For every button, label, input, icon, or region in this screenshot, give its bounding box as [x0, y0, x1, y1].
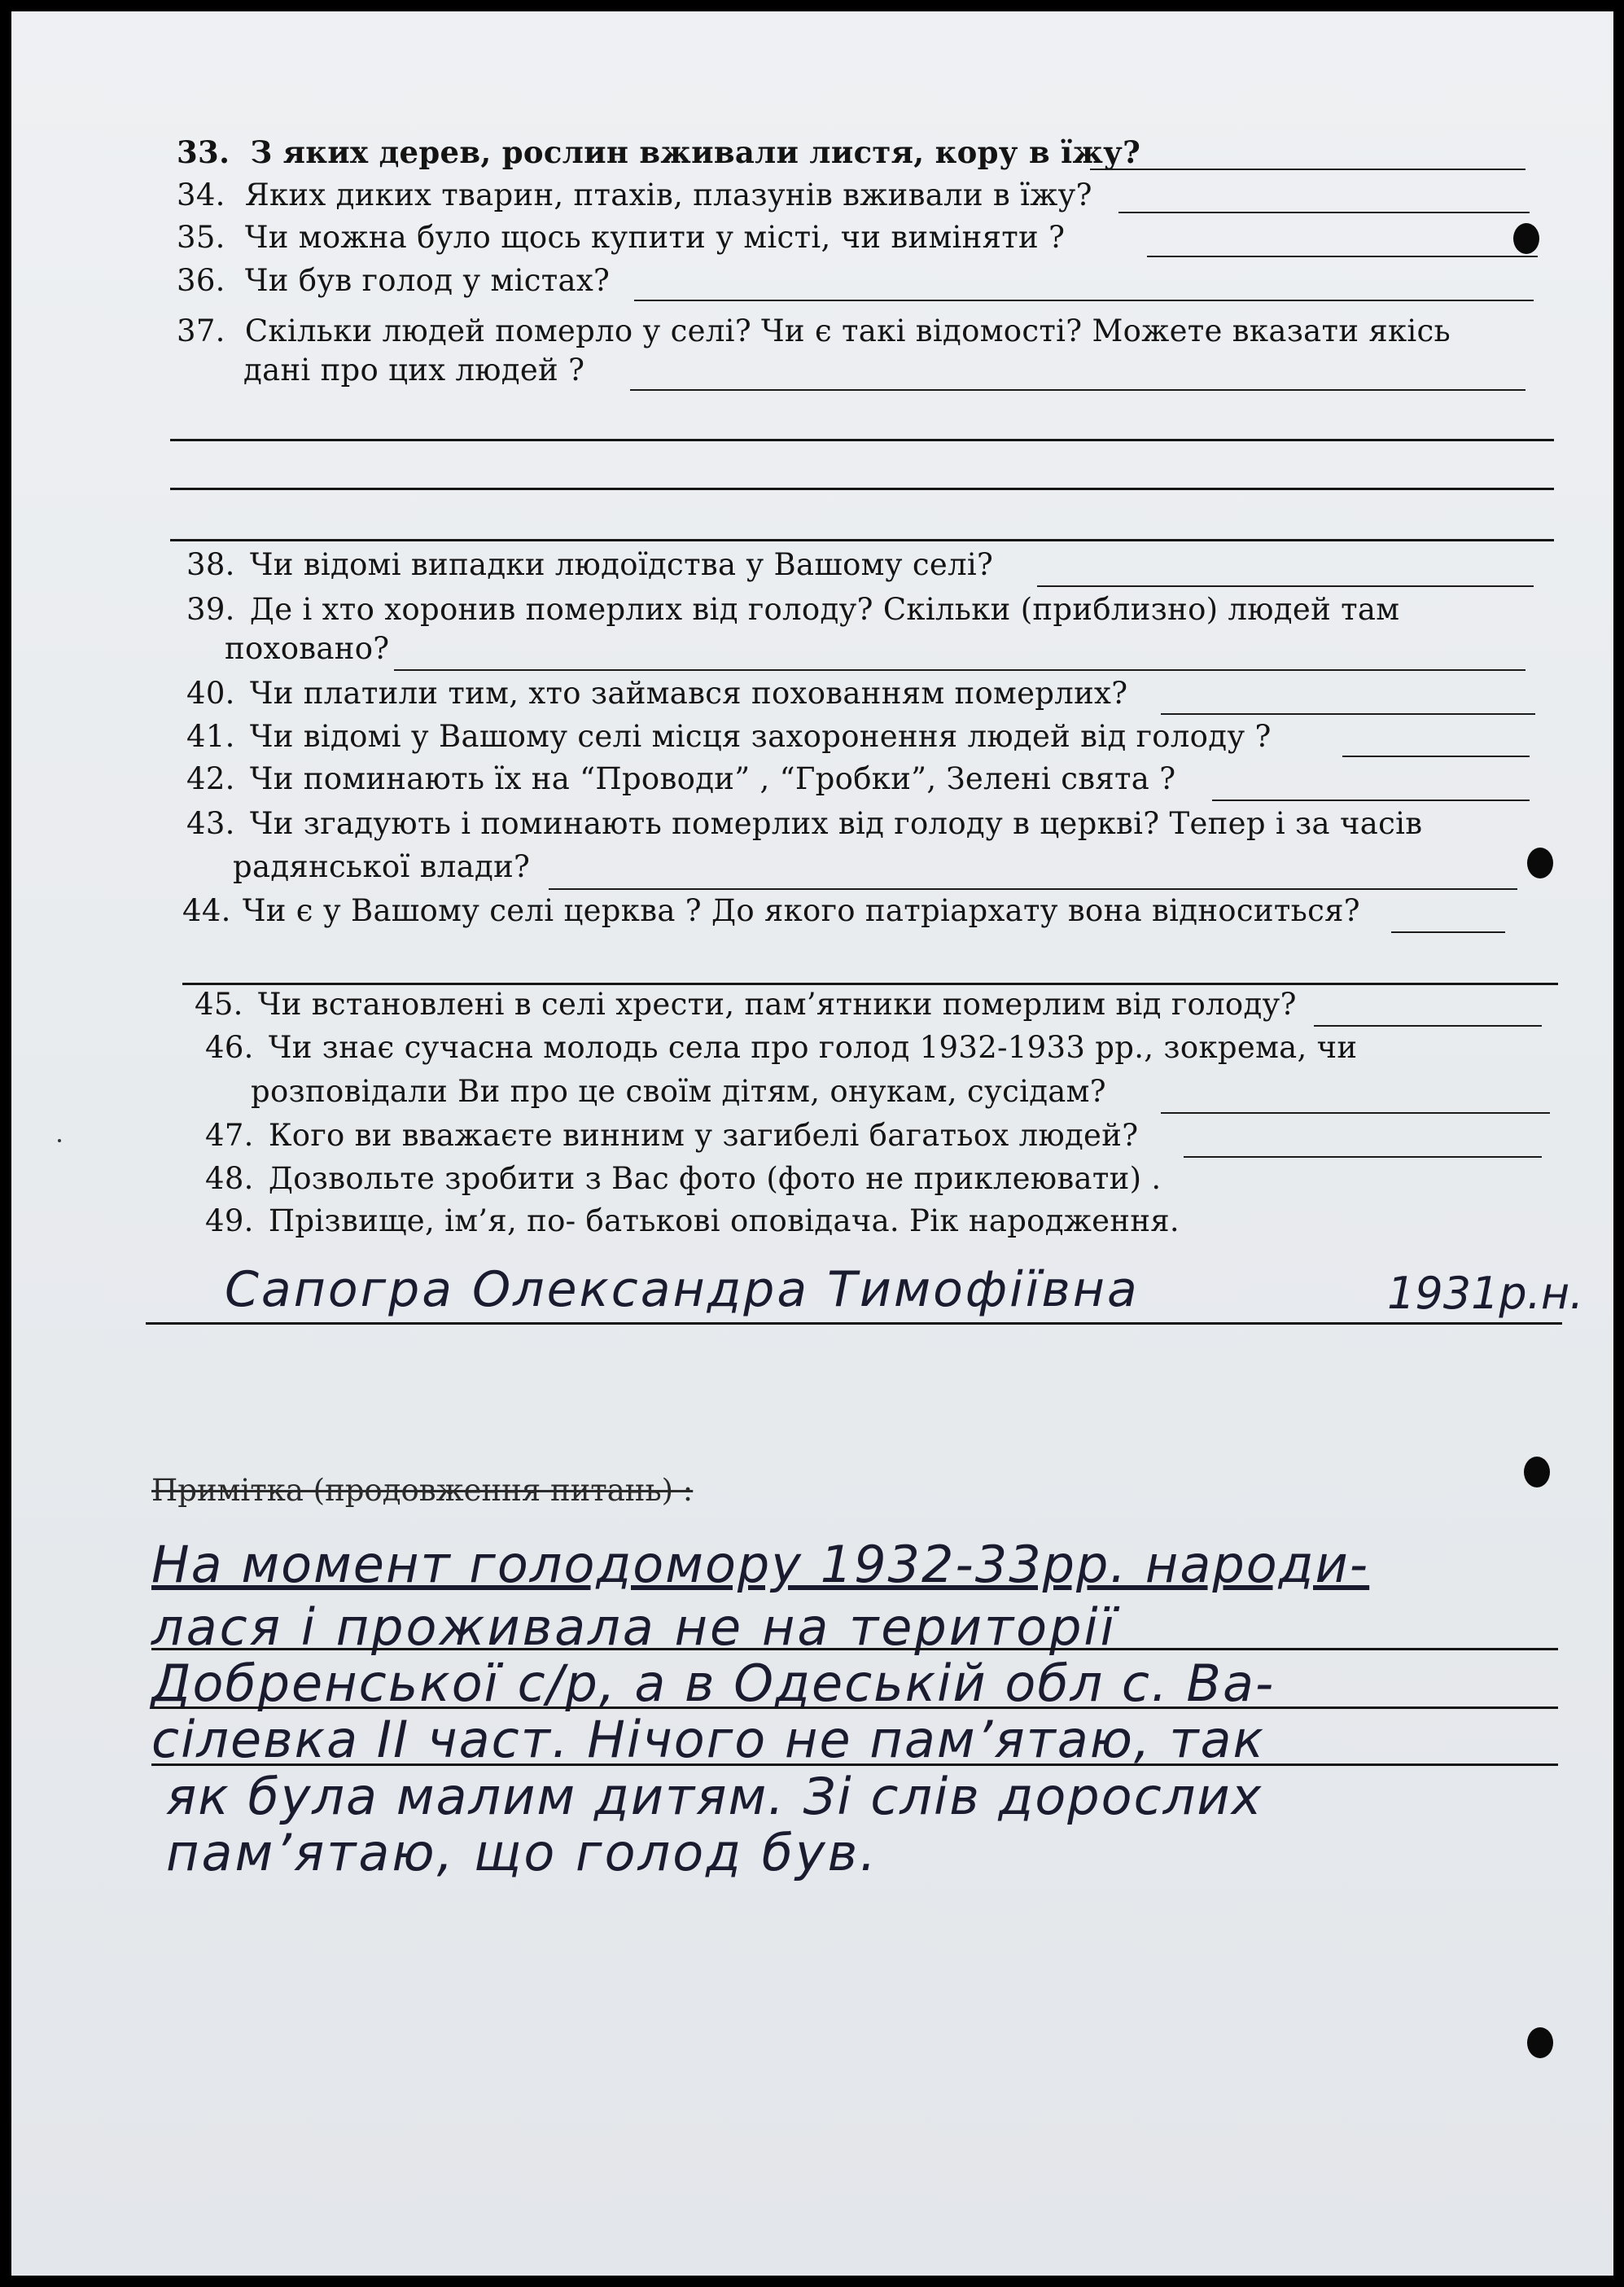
question-number: 40. — [186, 676, 235, 711]
answer-line-33[interactable] — [1090, 169, 1526, 170]
question-number: 43. — [186, 806, 235, 841]
question-35 — [177, 219, 1065, 256]
question-text: Прізвище, ім’я, по- батькові оповідача. Рік народження. — [268, 1203, 1180, 1238]
question-33 — [177, 134, 1140, 171]
question-text: Яких диких тварин, птахів, плазунів вживали в їжу? — [244, 177, 1092, 212]
question-49 — [205, 1203, 1180, 1240]
question-number: 46. — [205, 1030, 254, 1065]
question-text: Дозвольте зробити з Вас фото (фото не приклеювати) . — [268, 1161, 1162, 1196]
question-text: Чи можна було щось купити у місті, чи виміняти ? — [244, 220, 1066, 255]
question-number: 33. — [177, 134, 230, 170]
question-number: 39. — [186, 592, 235, 627]
note-line: Добренської с/р, а в Одеській обл с. Ва- — [151, 1654, 1276, 1713]
question-text: Кого ви вважаєте винним у загибелі багатьох людей? — [268, 1118, 1139, 1153]
question-text: Чи відомі випадки людоїдства у Вашому селі? — [249, 547, 994, 582]
question-text: Чи є у Вашому селі церква ? До якого патріархату вона відноситься? — [242, 893, 1360, 928]
question-46 — [205, 1029, 1357, 1067]
question-42 — [186, 760, 1175, 798]
note-rule — [151, 1648, 1558, 1650]
question-number: 35. — [177, 220, 225, 255]
note-line: пам’ятаю, що голод був. — [166, 1823, 878, 1882]
answer-49-year: 1931р.н. — [1387, 1268, 1584, 1319]
question-text: Чи знає сучасна молодь села про голод 1932-1933 рр., зокрема, чи — [268, 1030, 1358, 1065]
answer-line-37[interactable] — [630, 389, 1526, 391]
answer-line-36[interactable] — [634, 300, 1534, 301]
punch-hole — [1513, 223, 1539, 254]
question-text: Чи поминають їх на “Проводи” , “Гробки”, Зелені свята ? — [249, 761, 1176, 796]
answer-line-46[interactable] — [1161, 1112, 1550, 1114]
question-number: 45. — [195, 987, 243, 1022]
question-text: Чи був голод у містах? — [244, 263, 611, 298]
question-39 — [186, 591, 1399, 629]
note-line: як була малим дитям. Зі слів дорослих — [166, 1767, 1263, 1826]
question-text: Чи згадують і поминають померлих від голоду в церкві? Тепер і за часів — [249, 806, 1423, 841]
question-number: 34. — [177, 177, 225, 212]
question-text: Чи відомі у Вашому селі місця захоронення людей від голоду ? — [249, 719, 1272, 754]
question-number: 42. — [186, 761, 235, 796]
question-37 — [177, 313, 1451, 350]
answer-line-40[interactable] — [1161, 713, 1535, 715]
question-36 — [177, 262, 610, 300]
ink-dot — [58, 1139, 61, 1142]
answer-line-37-extra[interactable] — [170, 439, 1554, 441]
question-text: Скільки людей померло у селі? Чи є такі відомості? Можете вказати якісь — [244, 313, 1451, 348]
answer-line-41[interactable] — [1342, 756, 1530, 757]
question-46-continuation: розповідали Ви про це своїм дітям, онукам, сусідам? — [251, 1074, 1106, 1109]
answer-line-49[interactable] — [146, 1322, 1562, 1325]
note-line: сілевка ІІ част. Нічого не пам’ятаю, так — [151, 1710, 1265, 1769]
question-text: Чи платили тим, хто займався похованням померлих? — [249, 676, 1128, 711]
answer-49-name: Сапогра Олександра Тимофіївна — [225, 1261, 1140, 1318]
question-39-continuation: поховано? — [225, 631, 390, 666]
note-label: Примітка (продовження питань) : — [151, 1473, 694, 1508]
question-45 — [195, 986, 1297, 1023]
question-38 — [186, 546, 993, 584]
answer-line-38[interactable] — [1037, 585, 1534, 587]
question-number: 36. — [177, 263, 225, 298]
punch-hole — [1524, 1457, 1550, 1487]
answer-line-42[interactable] — [1212, 800, 1530, 801]
question-number: 44. — [182, 893, 231, 928]
question-number: 47. — [205, 1118, 254, 1153]
question-text: Де і хто хоронив померлих від голоду? Скільки (приблизно) людей там — [249, 592, 1400, 627]
question-number: 38. — [186, 547, 235, 582]
questionnaire-page — [11, 11, 1613, 2276]
question-41 — [186, 718, 1272, 756]
answer-line-34[interactable] — [1118, 212, 1530, 213]
question-43-continuation: радянської влади? — [233, 849, 531, 884]
question-37-continuation: дані про цих людей ? — [243, 353, 585, 388]
answer-line-44-extra[interactable] — [182, 983, 1558, 985]
question-text: З яких дерев, рослин вживали листя, кору в їжу? — [250, 134, 1141, 170]
answer-line-44[interactable] — [1391, 931, 1505, 933]
question-40 — [186, 675, 1127, 712]
question-number: 41. — [186, 719, 235, 754]
question-number: 49. — [205, 1203, 254, 1238]
answer-line-45[interactable] — [1314, 1025, 1542, 1027]
answer-line-37-extra[interactable] — [170, 539, 1554, 541]
question-text: Чи встановлені в селі хрести, пам’ятники померлим від голоду? — [257, 987, 1297, 1022]
question-43 — [186, 805, 1422, 843]
question-48 — [205, 1160, 1161, 1198]
answer-line-47[interactable] — [1184, 1156, 1542, 1158]
question-34 — [177, 177, 1092, 214]
answer-line-43[interactable] — [549, 888, 1517, 890]
question-number: 37. — [177, 313, 225, 348]
answer-line-37-extra[interactable] — [170, 488, 1554, 490]
punch-hole — [1527, 848, 1553, 878]
question-47 — [205, 1117, 1138, 1154]
answer-line-35[interactable] — [1147, 256, 1538, 257]
punch-hole — [1527, 2027, 1553, 2058]
note-line: лася і проживала не на території — [151, 1597, 1117, 1657]
question-number: 48. — [205, 1161, 254, 1196]
answer-line-39[interactable] — [394, 669, 1526, 671]
question-44 — [182, 892, 1360, 930]
note-line: На момент голодомору 1932-33рр. народи- — [151, 1535, 1370, 1594]
